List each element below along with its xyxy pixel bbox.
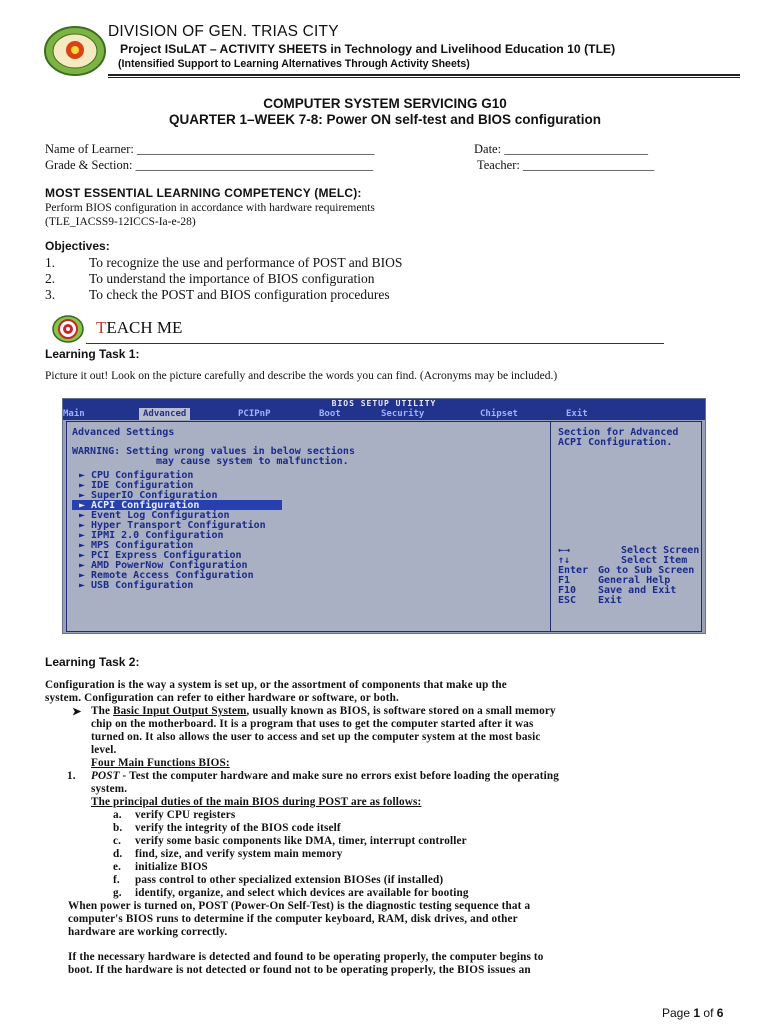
post-explanation: When power is turned on, POST (Power-On Self-Test) is the diagnostic testing sequence that a (68, 900, 531, 912)
bios-warning-cont: may cause system to malfunction. (156, 456, 349, 467)
objectives-heading: Objectives: (45, 239, 110, 253)
grade-section-field: Grade & Section: ______________________________________ (45, 158, 374, 172)
bios-definition-cont: turned on. It also allows the user to access and set up the computer system at the most basic (91, 731, 541, 743)
bios-menu-boot: Boot (319, 409, 341, 419)
duty-letter: c. (113, 835, 122, 847)
date-field: Date: _______________________ (474, 142, 648, 156)
config-intro-cont: system. Configuration can refer to either hardware or software, or both. (45, 692, 399, 704)
post-definition: POST - Test the computer hardware and make sure no errors exist before loading the operating (91, 770, 560, 782)
melc-heading: MOST ESSENTIAL LEARNING COMPETENCY (MELC): (45, 186, 362, 200)
bios-item: ► PCI Express Configuration (79, 550, 242, 561)
bios-key: Enter (558, 565, 589, 576)
duty-letter: e. (113, 861, 122, 873)
duty-letter: d. (113, 848, 123, 860)
bios-item: ► AMD PowerNow Configuration (79, 560, 248, 571)
bios-key: ESC (558, 595, 577, 606)
header-rule (108, 74, 740, 76)
bios-panel-heading: Advanced Settings (72, 427, 175, 438)
bios-item: ► MPS Configuration (79, 540, 194, 551)
bios-key-desc: Exit (598, 595, 623, 606)
bios-main-panel (66, 421, 551, 632)
bios-menu-chipset: Chipset (480, 409, 518, 419)
bios-item-selected: ► ACPI Configuration (79, 500, 200, 511)
bios-key-desc: General Help (598, 575, 671, 586)
bios-menu-security: Security (381, 409, 425, 419)
page-number: Page 1 of 6 (662, 1006, 724, 1020)
four-functions-heading: Four Main Functions BIOS: (91, 757, 230, 769)
post-definition-cont: system. (91, 783, 128, 795)
duty-item: find, size, and verify system main memory (135, 848, 343, 860)
arrow-bullet-icon: ➤ (72, 706, 82, 718)
objective-item: 1. To recognize the use and performance of POST and BIOS (45, 255, 403, 270)
teach-me-heading: TEACH ME (96, 318, 183, 337)
bios-warning: WARNING: Setting wrong values in below sections (72, 446, 355, 457)
bios-menu-exit: Exit (566, 409, 588, 419)
quarter-week-title: QUARTER 1–WEEK 7-8: Power ON self-test and BIOS configuration (168, 112, 602, 127)
bios-menu-bar (63, 408, 705, 420)
post-explanation-cont: computer's BIOS runs to determine if the computer keyboard, RAM, disk drives, and other (68, 913, 518, 925)
duty-letter: g. (113, 887, 122, 899)
hardware-detection-text: If the necessary hardware is detected and found to be operating properly, the computer begins to (68, 951, 544, 963)
duty-item: identify, organize, and select which devices are available for booting (135, 887, 469, 899)
duties-heading: The principal duties of the main BIOS during POST are as follows: (91, 796, 422, 808)
subject-title: COMPUTER SYSTEM SERVICING G10 (263, 96, 507, 111)
melc-code: (TLE_IACSS9-12ICCS-Ia-e-28) (45, 216, 196, 228)
duty-item: verify the integrity of the BIOS code itself (135, 822, 341, 834)
bios-item: ► Hyper Transport Configuration (79, 520, 266, 531)
learning-task-1-heading: Learning Task 1: (45, 347, 140, 361)
bios-item: ► Event Log Configuration (79, 510, 230, 521)
division-name: DIVISION OF GEN. TRIAS CITY (108, 23, 339, 40)
project-subtitle: (Intensified Support to Learning Alternatives Through Activity Sheets) (118, 58, 470, 70)
bios-key-desc: Save and Exit (598, 585, 677, 596)
bios-item: ► USB Configuration (79, 580, 194, 591)
duty-letter: f. (113, 874, 120, 886)
bios-definition: The Basic Input Output System, usually known as BIOS, is software stored on a small memory (91, 705, 556, 717)
duty-item: verify CPU registers (135, 809, 236, 821)
learning-task-2-heading: Learning Task 2: (45, 655, 140, 669)
bios-menu-main: Main (63, 409, 85, 419)
bios-definition-cont: chip on the motherboard. It is a program that uses to get the computer started after it was (91, 718, 534, 730)
duty-item: verify some basic components like DMA, timer, interrupt controller (135, 835, 467, 847)
bios-item: ► CPU Configuration (79, 470, 194, 481)
teacher-field: Teacher: _____________________ (477, 158, 655, 172)
bios-screenshot (62, 398, 706, 634)
section-rule (86, 343, 664, 344)
hardware-detection-text-cont: boot. If the hardware is not detected or found not to be operating properly, the BIOS issues an (68, 964, 531, 976)
duty-letter: b. (113, 822, 123, 834)
bios-key-desc: Go to Sub Screen (598, 565, 695, 576)
duty-item: pass control to other specialized extension BIOSes (if installed) (135, 874, 444, 886)
target-icon (52, 315, 84, 343)
bios-key-desc: Select Screen (621, 545, 700, 556)
bios-item: ► IDE Configuration (79, 480, 194, 491)
duty-letter: a. (113, 809, 122, 821)
objective-item: 3. To check the POST and BIOS configuration procedures (45, 287, 390, 302)
bios-definition-cont: level. (91, 744, 117, 756)
bios-item: ► SuperIO Configuration (79, 490, 218, 501)
bios-title-bar: BIOS SETUP UTILITY (63, 399, 705, 408)
bios-help-text: Section for Advanced (558, 427, 679, 438)
bios-key: ↑↓ (558, 555, 571, 566)
bios-key: ←→ (558, 545, 571, 556)
function-number: 1. (67, 770, 76, 782)
melc-text: Perform BIOS configuration in accordance with hardware requirements (45, 202, 375, 214)
duty-item: initialize BIOS (135, 861, 208, 873)
division-seal-logo (44, 26, 106, 76)
objective-item: 2. To understand the importance of BIOS configuration (45, 271, 375, 286)
bios-help-panel (550, 421, 702, 632)
bios-menu-advanced: Advanced (139, 408, 190, 420)
project-title: Project ISuLAT – ACTIVITY SHEETS in Technology and Livelihood Education 10 (TLE) (120, 42, 616, 56)
melc-description (45, 201, 375, 229)
bios-item: ► IPMI 2.0 Configuration (79, 530, 224, 541)
bios-item: ► Remote Access Configuration (79, 570, 254, 581)
bios-menu-pcipnp: PCIPnP (238, 409, 271, 419)
post-explanation-cont: hardware are working correctly. (68, 926, 228, 938)
bios-help-text: ACPI Configuration. (558, 437, 673, 448)
bios-key: F10 (558, 585, 577, 596)
learning-task-1-instructions: Picture it out! Look on the picture carefully and describe the words you can find. (Acronyms may be included.) (45, 370, 558, 382)
config-intro: Configuration is the way a system is set up, or the assortment of components that make up the (45, 679, 507, 691)
header-rule-thin (108, 77, 740, 78)
bios-key: F1 (558, 575, 571, 586)
learner-name-field: Name of Learner: ______________________________________ (45, 142, 375, 156)
bios-key-desc: Select Item (621, 555, 688, 566)
